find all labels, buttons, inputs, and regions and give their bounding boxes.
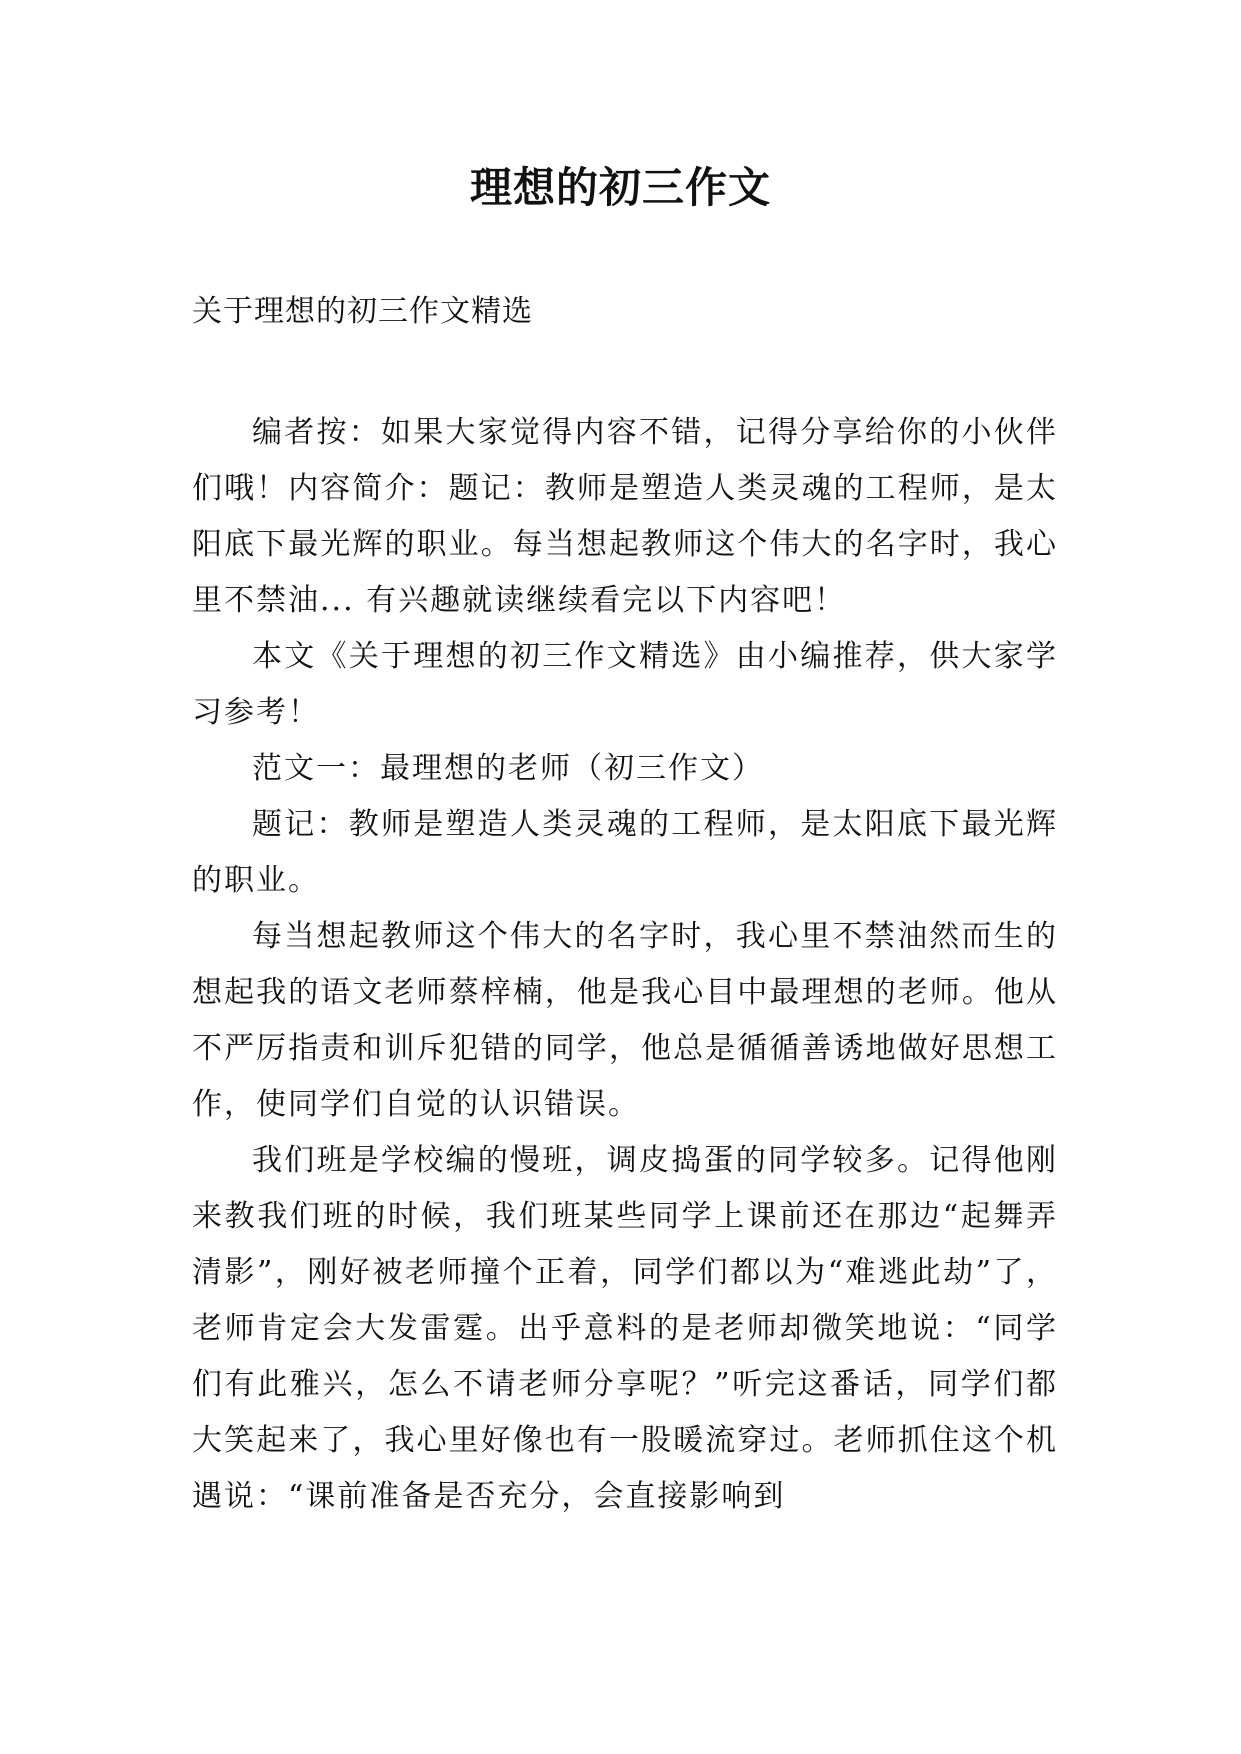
paragraph-editor-note: 编者按：如果大家觉得内容不错，记得分享给你的小伙伴们哦！内容简介：题记：教师是塑造人类灵魂的工程师，是太阳底下最光辉的职业。每当想起教师这个伟大的名字时，我心里不禁油... 有兴趣就读继续看完以下内容吧！ <box>192 415 1058 618</box>
paragraph-sample-heading: 范文一：最理想的老师（初三作文） <box>252 751 764 786</box>
paragraph-recommendation: 本文《关于理想的初三作文精选》由小编推荐，供大家学习参考！ <box>192 639 1058 730</box>
paragraph-epigraph: 题记：教师是塑造人类灵魂的工程师，是太阳底下最光辉的职业。 <box>192 807 1058 898</box>
document-body <box>192 405 1058 1525</box>
paragraph-class-story: 我们班是学校编的慢班，调皮捣蛋的同学较多。记得他刚来教我们班的时候，我们班某些同学上课前还在那边“起舞弄清影”，刚好被老师撞个正着，同学们都以为“难逃此劫”了，老师肯定会大发雷霆。出乎意料的是老师却微笑地说：“同学们有此雅兴，怎么不请老师分享呢？”听完这番话，同学们都大笑起来了，我心里好像也有一股暖流穿过。老师抓住这个机遇说：“课前准备是否充分，会直接影响到 <box>192 1143 1058 1514</box>
document-title: 理想的初三作文 <box>469 163 771 212</box>
document-subtitle: 关于理想的初三作文精选 <box>192 294 533 329</box>
paragraph-teacher-intro: 每当想起教师这个伟大的名字时，我心里不禁油然而生的想起我的语文老师蔡梓楠，他是我心目中最理想的老师。他从不严厉指责和训斥犯错的同学，他总是循循善诱地做好思想工作，使同学们自觉的认识错误。 <box>192 919 1058 1122</box>
